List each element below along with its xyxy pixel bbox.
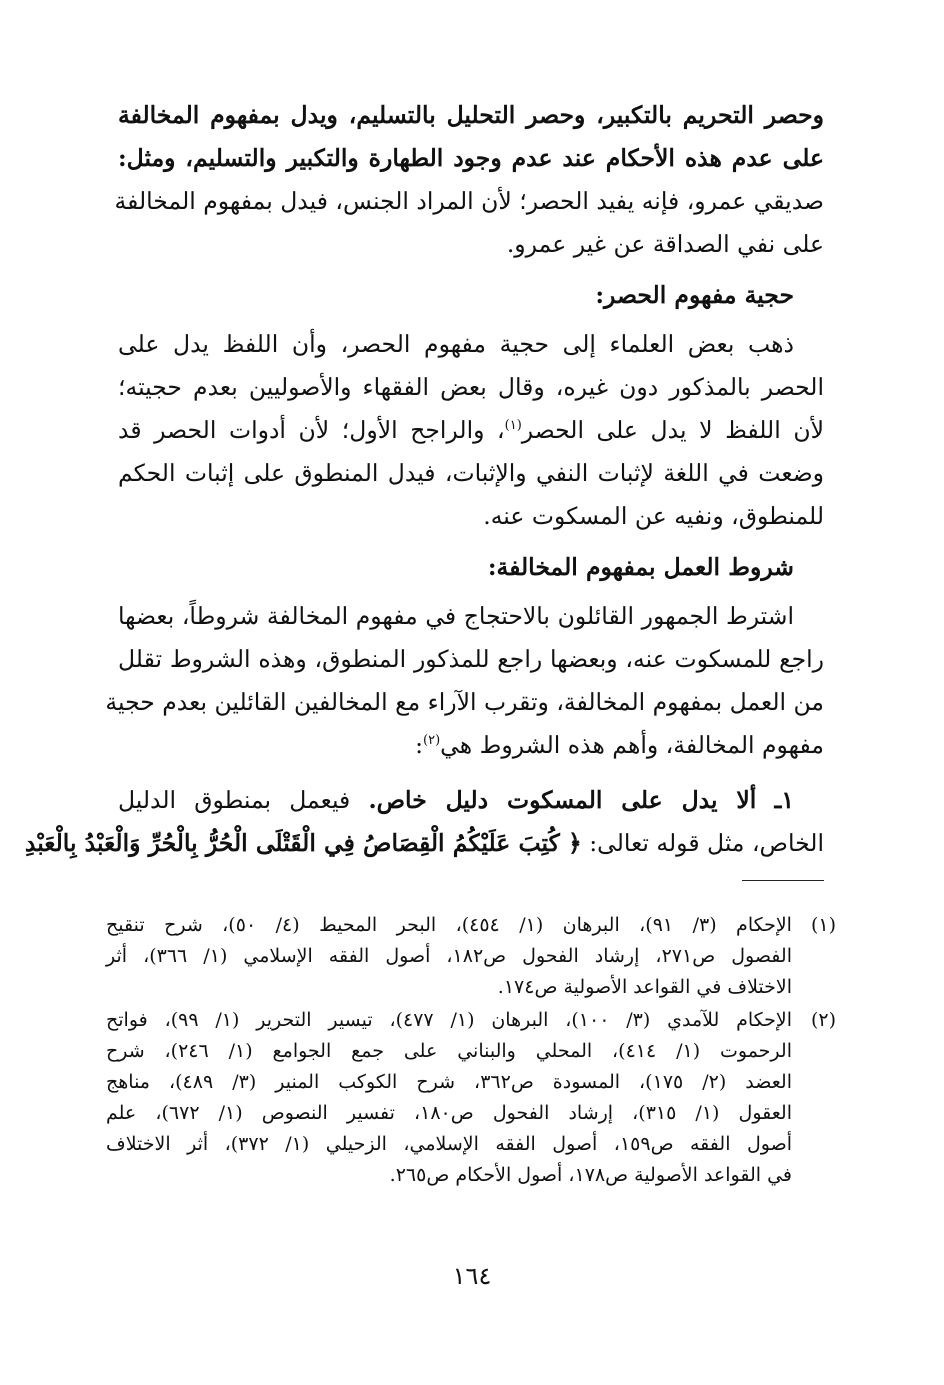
footnote-2-number: (٢) xyxy=(810,1009,836,1031)
paragraph-3-line-2: راجع للمسكوت عنه، وبعضها راجع للمذكور المنطوق، وهذه الشروط تقلل xyxy=(118,645,824,673)
paragraph-3 xyxy=(105,595,824,767)
condition-number: ١ـ xyxy=(774,786,794,814)
paragraph-4-line-1 xyxy=(118,779,824,822)
paragraph-3-line-4a: مفهوم المخالفة، وأهم هذه الشروط هي xyxy=(440,731,824,759)
footnote-1-line-2: الفصول ص٢٧١، إرشاد الفحول ص١٨٢، أصول الفقه الإسلامي (١/ ٣٦٦)، أثر xyxy=(106,945,792,967)
paragraph-2-line-3 xyxy=(118,409,824,452)
paragraph-2-line-5: للمنطوق، ونفيه عن المسكوت عنه. xyxy=(483,502,824,530)
page-body xyxy=(24,94,824,865)
footnote-ref-2[interactable]: (٢) xyxy=(423,733,441,749)
condition-rest: فيعمل بمنطوق الدليل xyxy=(118,786,351,814)
footnote-2-line-3: العضد (٢/ ١٧٥)، المسودة ص٣٦٢، شرح الكوكب المنير (٣/ ٤٨٩)، مناهج xyxy=(106,1071,792,1093)
condition-title: ألا يدل على المسكوت دليل خاص. xyxy=(368,786,757,814)
paragraph-4-line-2 xyxy=(24,822,824,865)
paragraph-2 xyxy=(118,323,824,538)
footnote-1-number: (١) xyxy=(810,914,836,936)
footnote-1-line-1: الإحكام (٣/ ٩١)، البرهان (١/ ٤٥٤)، البحر المحيط (٤/ ٥٠)، شرح تنقيح xyxy=(106,914,792,936)
quran-intro: الخاص، مثل قوله تعالى: xyxy=(589,829,824,857)
footnote-2-line-2: الرحموت (١/ ٤١٤)، المحلي والبناني على جمع الجوامع (١/ ٢٤٦)، شرح xyxy=(106,1040,792,1062)
footnote-ref-1[interactable]: (١) xyxy=(504,418,522,434)
paragraph-3-line-1: اشترط الجمهور القائلون بالاحتجاج في مفهوم المخالفة شروطاً، بعضها xyxy=(118,602,794,630)
paragraph-2-line-1: ذهب بعض العلماء إلى حجية مفهوم الحصر، وأن اللفظ يدل على xyxy=(118,330,794,358)
footnote-1 xyxy=(106,910,836,1003)
paragraph-4 xyxy=(24,779,824,865)
footnote-2 xyxy=(106,1005,836,1191)
paragraph-2-line-3b: ، والراجح الأول؛ لأن أدوات الحصر قد xyxy=(118,416,505,444)
footnote-2-body xyxy=(106,1005,792,1191)
paragraph-1-line-4: على نفي الصداقة عن غير عمرو. xyxy=(506,230,824,258)
paragraph-2-line-2: الحصر بالمذكور دون غيره، وقال بعض الفقهاء والأصوليين بعدم حجيته؛ xyxy=(118,373,824,401)
footnote-2-line-6: في القواعد الأصولية ص١٧٨، أصول الأحكام ص٢٦٥. xyxy=(389,1164,792,1186)
paragraph-2-line-3a: لأن اللفظ لا يدل على الحصر xyxy=(521,416,824,444)
paragraph-1-line-2: على عدم هذه الأحكام عند عدم وجود الطهارة والتكبير والتسليم، ومثل: xyxy=(118,144,824,172)
footnote-2-line-1: الإحكام للآمدي (٣/ ١٠٠)، البرهان (١/ ٤٧٧)، تيسير التحرير (١/ ٩٩)، فواتح xyxy=(106,1009,793,1031)
footnote-2-line-5: أصول الفقه ص١٥٩، أصول الفقه الإسلامي، الزحيلي (١/ ٣٧٢)، أثر الاختلاف xyxy=(106,1133,792,1155)
paragraph-1-line-3: صديقي عمرو، فإنه يفيد الحصر؛ لأن المراد الجنس، فيدل بمفهوم المخالفة xyxy=(114,187,824,215)
footnote-1-line-3: الاختلاف في القواعد الأصولية ص١٧٤. xyxy=(497,976,792,998)
quran-verse: ﴿ كُتِبَ عَلَيْكُمُ الْقِصَاصُ فِي الْقَتْلَى الْحُرُّ بِالْحُرِّ وَالْعَبْدُ بِالْعَبْدِ xyxy=(24,829,582,857)
paragraph-1-line-1: وحصر التحريم بالتكبير، وحصر التحليل بالتسليم، ويدل بمفهوم المخالفة xyxy=(118,101,824,129)
paragraph-1 xyxy=(114,94,824,266)
paragraph-3-line-3: من العمل بمفهوم المخالفة، وتقرب الآراء مع المخالفين القائلين بعدم حجية xyxy=(105,688,824,716)
footnote-2-line-4: العقول (١/ ٣١٥)، إرشاد الفحول ص١٨٠، تفسير النصوص (١/ ٦٧٢)، علم xyxy=(106,1102,792,1124)
paragraph-3-line-4b: : xyxy=(415,731,424,759)
paragraph-2-line-4: وضعت في اللغة لإثبات النفي والإثبات، فيدل المنطوق على إثبات الحكم xyxy=(118,459,824,487)
paragraph-3-line-4 xyxy=(118,724,824,767)
footnote-divider xyxy=(742,880,824,881)
section-heading-hujjiyya: حجية مفهوم الحصر: xyxy=(595,281,794,309)
section-heading-conditions: شروط العمل بمفهوم المخالفة: xyxy=(487,553,794,581)
footnotes xyxy=(106,910,836,1193)
page-number: ١٦٤ xyxy=(452,1262,492,1290)
footnote-1-body xyxy=(106,910,792,1003)
